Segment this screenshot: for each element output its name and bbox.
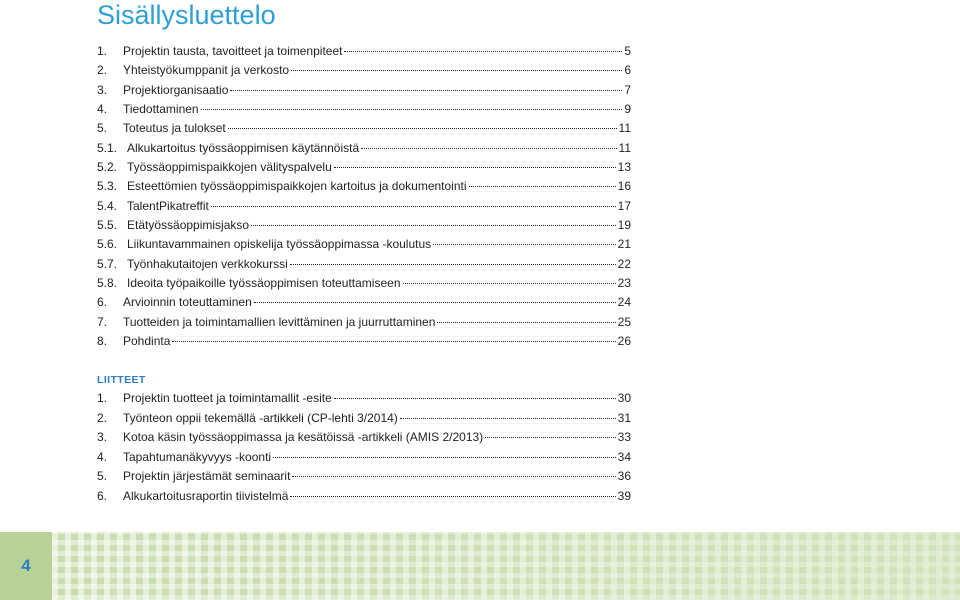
dot-leader (361, 148, 616, 149)
toc-title: Yhteistyökumppanit ja verkosto (123, 63, 290, 78)
appendix-number: 6. (97, 488, 108, 503)
appendix-title: Projektin järjestämät seminaarit (123, 469, 291, 484)
appendix-page: 30 (617, 391, 631, 405)
page-title: Sisällysluettelo (97, 0, 276, 30)
toc-page: 7 (624, 82, 631, 97)
toc-title: Pohdinta (123, 334, 171, 349)
appendix-title: Tapahtumanäkyvyys -koonti (123, 449, 272, 464)
toc-row[interactable] (97, 255, 631, 274)
toc-title: Projektin tausta, tavoitteet ja toimenpiteet (123, 44, 343, 58)
toc-page: 23 (617, 276, 631, 291)
toc-title: Arvioinnin toteuttaminen (123, 295, 252, 310)
appendix-page: 33 (617, 430, 631, 445)
toc-number: 8. (97, 334, 108, 349)
dot-leader (211, 206, 616, 207)
toc-row[interactable] (97, 313, 631, 332)
appendix-row[interactable] (97, 467, 631, 487)
appendix-heading: LIITTEET (97, 374, 146, 386)
toc-row[interactable] (97, 197, 631, 216)
toc-number: 3. (97, 82, 108, 97)
toc-page: 22 (617, 256, 631, 271)
toc-row[interactable] (97, 158, 631, 177)
appendix-page: 34 (617, 449, 631, 464)
toc-page: 11 (618, 140, 631, 155)
appendix-page: 39 (617, 488, 631, 503)
dot-leader (230, 90, 622, 91)
toc-row[interactable] (97, 119, 631, 138)
page-number: 4 (21, 556, 31, 575)
appendix-row[interactable] (97, 409, 631, 429)
toc-row[interactable] (97, 216, 631, 235)
appendix-title: Työnteon oppii tekemällä -artikkeli (CP-lehti 3/2014) (123, 410, 398, 425)
dot-leader (254, 302, 616, 303)
toc-page: 9 (624, 102, 631, 117)
toc-row[interactable] (97, 332, 631, 351)
toc-title: Esteettömien työssäoppimispaikkojen kartoitus ja dokumentointi (127, 179, 467, 194)
toc-page: 6 (624, 63, 631, 78)
toc-row[interactable] (97, 293, 631, 312)
dot-leader (334, 167, 616, 168)
toc-number: 5.8. (97, 276, 118, 291)
appendix-number: 1. (97, 391, 108, 405)
toc-row[interactable] (97, 61, 631, 80)
toc-number: 5.7. (97, 256, 118, 271)
appendix-number: 3. (97, 430, 108, 445)
appendix-row[interactable] (97, 428, 631, 448)
page-number-box (0, 532, 52, 600)
dot-leader (290, 496, 615, 497)
dot-leader (251, 225, 616, 226)
toc-page: 26 (617, 334, 631, 349)
toc-title: Tuotteiden ja toimintamallien levittäminen ja juurruttaminen (123, 314, 436, 329)
toc-title: Ideoita työpaikoille työssäoppimisen toteuttamiseen (127, 276, 401, 291)
appendix-number: 4. (97, 449, 108, 464)
appendix-number: 5. (97, 469, 108, 484)
toc-number: 6. (97, 295, 108, 310)
dot-leader (485, 437, 615, 438)
dot-leader (400, 418, 616, 419)
toc-page: 16 (617, 179, 631, 194)
toc-page: 24 (617, 295, 631, 310)
dot-leader (201, 109, 623, 110)
appendix-title: Projektin tuotteet ja toimintamallit -esite (123, 391, 332, 405)
appendix-row[interactable] (97, 487, 631, 507)
toc-title: Liikuntavammainen opiskelija työssäoppimassa -koulutus (127, 237, 432, 252)
table-of-contents (97, 42, 631, 352)
dot-leader (344, 51, 622, 52)
toc-title: Tiedottaminen (123, 102, 199, 117)
toc-row[interactable] (97, 42, 631, 61)
dot-leader (273, 457, 616, 458)
toc-title: Työssäoppimispaikkojen välityspalvelu (127, 160, 332, 175)
toc-page: 17 (617, 198, 631, 213)
toc-number: 5.4. (97, 198, 118, 213)
toc-row[interactable] (97, 139, 631, 158)
dot-leader (433, 244, 615, 245)
toc-row[interactable] (97, 177, 631, 196)
toc-title: TalentPikatreffit (127, 198, 209, 213)
appendix-title: Kotoa käsin työssäoppimassa ja kesätöissä -artikkeli (AMIS 2/2013) (123, 430, 484, 445)
toc-number: 5.6. (97, 237, 118, 252)
toc-row[interactable] (97, 81, 631, 100)
appendix-number: 2. (97, 410, 108, 425)
appendix-title: Alkukartoitusraportin tiivistelmä (123, 488, 289, 503)
toc-number: 1. (97, 44, 108, 58)
dot-leader (172, 341, 615, 342)
toc-number: 5. (97, 121, 108, 136)
toc-number: 4. (97, 102, 108, 117)
toc-row[interactable] (97, 235, 631, 254)
toc-number: 5.1. (97, 140, 118, 155)
toc-title: Projektiorganisaatio (123, 82, 229, 97)
toc-number: 5.2. (97, 160, 118, 175)
appendix-list (97, 389, 631, 507)
toc-title: Alkukartoitus työssäoppimisen käytännöistä (127, 140, 360, 155)
toc-number: 5.3. (97, 179, 118, 194)
toc-number: 2. (97, 63, 108, 78)
toc-row[interactable] (97, 274, 631, 293)
dot-leader (403, 283, 616, 284)
toc-page: 25 (617, 314, 631, 329)
toc-row[interactable] (97, 100, 631, 119)
toc-page: 13 (617, 160, 631, 175)
dot-leader (437, 322, 615, 323)
toc-page: 11 (618, 121, 631, 136)
dot-leader (469, 186, 616, 187)
appendix-row[interactable] (97, 389, 631, 409)
toc-title: Etätyössäoppimisjakso (127, 218, 250, 233)
appendix-page: 31 (617, 410, 631, 425)
toc-page: 21 (617, 237, 631, 252)
appendix-page: 36 (617, 469, 631, 484)
dot-leader (292, 476, 615, 477)
decorative-fade (52, 532, 960, 600)
dot-leader (228, 128, 617, 129)
footer-band (0, 532, 960, 600)
dot-leader (334, 398, 616, 399)
toc-number: 7. (97, 314, 108, 329)
dot-leader (290, 264, 616, 265)
dot-leader (291, 70, 622, 71)
toc-title: Työnhakutaitojen verkkokurssi (127, 256, 288, 271)
toc-page: 19 (617, 218, 631, 233)
toc-title: Toteutus ja tulokset (123, 121, 226, 136)
toc-page: 5 (624, 44, 631, 58)
toc-number: 5.5. (97, 218, 118, 233)
appendix-row[interactable] (97, 448, 631, 468)
